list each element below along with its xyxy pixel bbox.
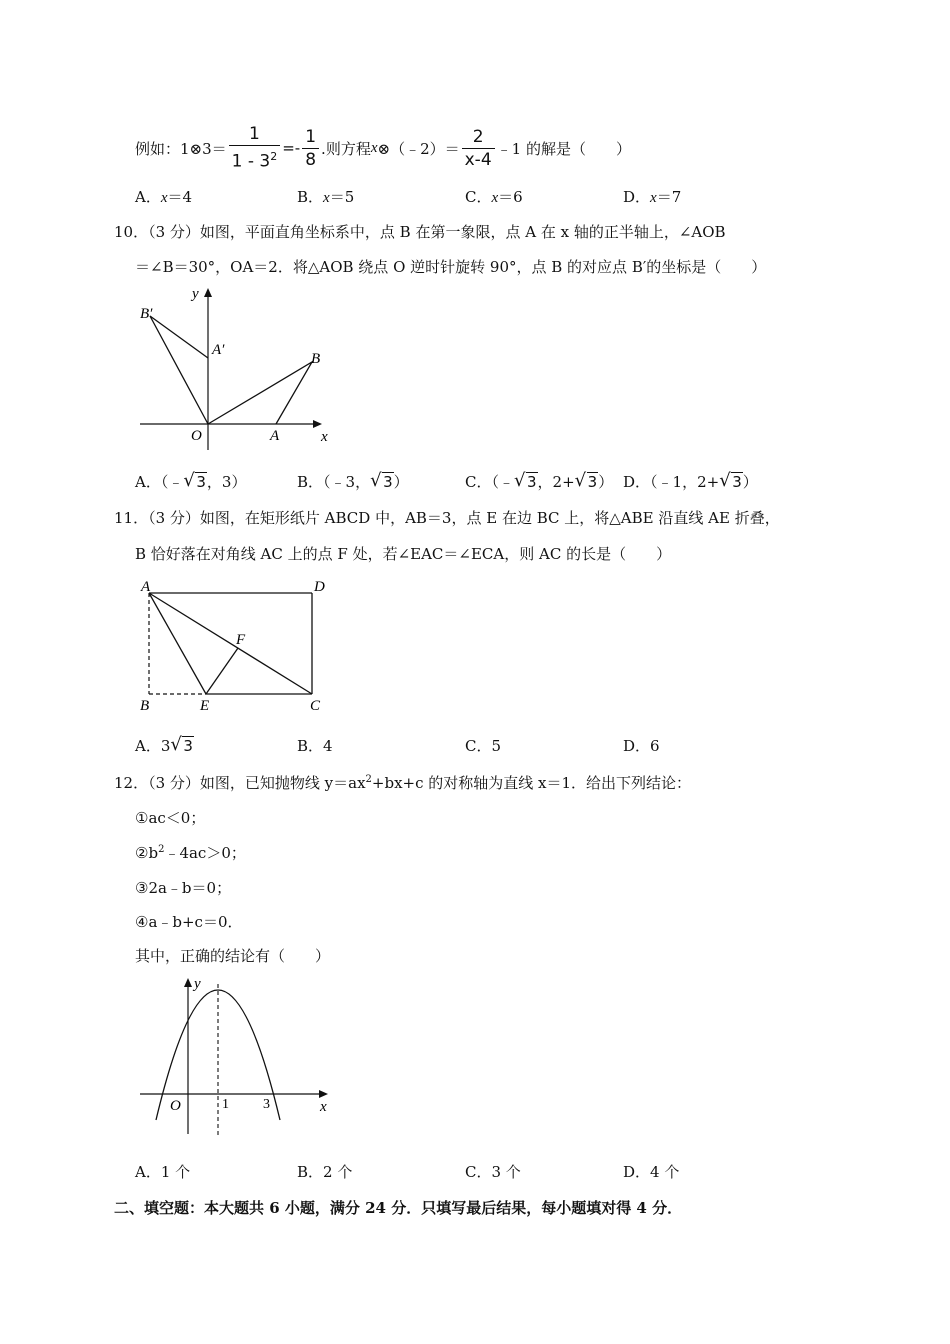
q10-figure [130, 280, 350, 450]
q11-fold-ae [149, 593, 206, 694]
q9-option-d-var: x [650, 190, 657, 206]
q10-option-d[interactable] [623, 471, 758, 492]
q11-option-d-letter: D． [623, 737, 651, 755]
q10-label-bp: B′ [140, 306, 153, 322]
q9-option-c[interactable] [465, 186, 523, 207]
q11-figure [130, 570, 340, 720]
q9-option-d[interactable] [623, 186, 681, 207]
q10-option-d-sqrt [720, 473, 743, 491]
q9-text1: .则方程 [321, 139, 371, 158]
q10-triangle-aob [208, 362, 312, 424]
q11-option-c[interactable] [465, 735, 501, 756]
q12-option-d[interactable] [623, 1161, 679, 1182]
q9-text2: ⊗（﹣2）＝ [377, 139, 460, 158]
q9-option-a-value: ＝4 [167, 188, 193, 206]
q12-stem-line1 [114, 772, 691, 793]
q10-option-c-rad2: 3 [587, 473, 598, 491]
q10-option-a-post: ，3） [206, 473, 247, 491]
q11-stem-line1: 11．（3 分）如图，在矩形纸片 ABCD 中，AB＝3，点 E 在边 BC 上，将△ABE 沿直线 AE 折叠， [114, 509, 780, 527]
q11-option-b[interactable] [297, 735, 333, 756]
q12-c2-part-a: ②b [135, 844, 159, 862]
q12-option-c[interactable] [465, 1161, 521, 1182]
q12-option-d-text: 4 个 [650, 1163, 680, 1181]
q11-option-c-letter: C． [465, 737, 492, 755]
q9-frac2-num: 1 [305, 126, 317, 147]
q9-fraction-1 [229, 123, 281, 173]
q9-option-a[interactable] [135, 186, 192, 207]
section-2-heading: 二、填空题：本大题共 6 小题，满分 24 分．只填写最后结果，每小题填对得 4 分． [114, 1199, 683, 1217]
q11-diagonal-ac [149, 593, 312, 694]
q11-label-a: A [141, 579, 151, 595]
q12-label-3: 3 [263, 1097, 270, 1112]
q11-option-a-rad: 3 [183, 737, 193, 755]
q12-option-c-letter: C． [465, 1163, 492, 1181]
q12-c2-sup: 2 [158, 844, 165, 855]
q9-option-a-var: x [160, 190, 168, 206]
q12-conclusion-2 [135, 842, 246, 863]
q10-stem-line1: 10．（3 分）如图，平面直角坐标系中，点 B 在第一象限，点 A 在 x 轴的正半轴上，∠AOB [114, 223, 726, 241]
q10-label-x: x [321, 429, 328, 445]
q10-option-a-letter: A． [135, 473, 161, 491]
q9-fraction-3 [462, 126, 495, 171]
q12-figure [130, 970, 340, 1140]
q10-option-b-sqrt [371, 473, 394, 491]
q12-y-arrow [184, 978, 192, 987]
q12-label-1: 1 [222, 1097, 229, 1112]
q12-option-d-letter: D． [623, 1163, 651, 1181]
q11-segment-ef [206, 648, 238, 694]
q9-fraction-2 [302, 126, 319, 171]
q9-frac1-num: 1 [249, 124, 260, 145]
q10-option-c-sqrt2 [576, 473, 599, 491]
q11-label-b: B [140, 698, 150, 714]
q12-stem-sup: 2 [365, 774, 372, 785]
q10-option-d-post: ） [742, 473, 758, 491]
q10-triangle-rotated [150, 316, 208, 424]
q10-option-b-letter: B． [297, 473, 324, 491]
q10-option-b-post: ） [393, 473, 409, 491]
q12-label-o: O [170, 1098, 181, 1114]
q10-x-arrow [313, 420, 322, 428]
q12-option-b-text: 2 个 [323, 1163, 353, 1181]
q9-frac1-den-text: 1 - 3 [231, 151, 271, 172]
q10-option-c[interactable] [465, 471, 613, 492]
q12-option-b[interactable] [297, 1161, 352, 1182]
q10-option-d-rad: 3 [732, 473, 742, 491]
q9-frac3-den: x-4 [462, 148, 495, 171]
q9-option-a-letter: A． [135, 188, 161, 206]
q11-label-f: F [236, 632, 246, 648]
q11-label-d: D [314, 579, 325, 595]
q11-option-d[interactable] [623, 735, 660, 756]
q12-conclusion-1: ①ac＜0； [135, 809, 206, 827]
q11-option-b-letter: B． [297, 737, 324, 755]
q10-label-o: O [191, 428, 202, 444]
q11-label-e: E [200, 698, 210, 714]
q9-option-d-letter: D． [623, 188, 651, 206]
q9-var-x: x [370, 139, 378, 156]
q11-stem-line2: B 恰好落在对角线 AC 上的点 F 处，若∠EAC＝∠ECA，则 AC 的长是（ ） [135, 545, 672, 563]
q12-conclusion-4: ④a﹣b+c＝0． [135, 913, 243, 931]
q9-text3: ﹣1 的解是（ ） [496, 139, 631, 158]
q10-stem-line2: ＝∠B＝30°，OA＝2．将△AOB 绕点 O 逆时针旋转 90°，点 B 的对应点 B′的坐标是（ ） [135, 258, 767, 276]
q10-y-arrow [204, 288, 212, 297]
q10-option-b[interactable] [297, 471, 409, 492]
q10-label-ap: A′ [212, 342, 225, 358]
q9-example-line [135, 124, 631, 172]
q10-option-c-post: ） [598, 473, 614, 491]
q12-option-a-text: 1 个 [160, 1163, 191, 1181]
q12-c2-part-b: ﹣4ac＞0； [164, 844, 246, 862]
q12-stem-part-b: +bx+c 的对称轴为直线 x＝1．给出下列结论： [371, 774, 692, 792]
q10-option-d-pre: （﹣1，2+ [650, 473, 720, 491]
q9-eq2: =- [282, 139, 301, 157]
q10-option-b-rad: 3 [383, 473, 393, 491]
q9-option-b-var: x [323, 190, 330, 206]
q10-option-c-rad: 3 [527, 473, 537, 491]
q12-question: 其中，正确的结论有（ ） [135, 947, 331, 965]
q12-label-x: x [320, 1099, 327, 1115]
q12-option-a[interactable] [135, 1161, 190, 1182]
q12-conclusion-3: ③2a﹣b＝0； [135, 879, 232, 897]
q10-option-a-pre: （﹣ [160, 473, 184, 491]
q9-frac2-den: 8 [302, 148, 319, 171]
q10-option-c-pre: （﹣ [491, 473, 514, 491]
q10-option-b-pre: （﹣3， [323, 473, 371, 491]
q10-option-a[interactable] [135, 471, 246, 492]
q9-frac3-num: 2 [472, 126, 484, 147]
q9-option-d-value: ＝7 [656, 188, 682, 206]
q12-option-b-letter: B． [297, 1163, 324, 1181]
q10-option-c-sqrt [515, 473, 538, 491]
q9-example-prefix: 例如：1⊗3＝ [135, 139, 227, 158]
q10-option-a-rad: 3 [196, 473, 206, 491]
q11-option-a[interactable] [135, 735, 194, 756]
q10-option-c-letter: C． [465, 473, 492, 491]
q11-option-a-letter: A． [135, 737, 161, 755]
q12-option-c-text: 3 个 [491, 1163, 521, 1181]
q11-option-d-text: 6 [650, 737, 660, 755]
q10-label-a: A [270, 428, 280, 444]
q10-option-a-sqrt [184, 473, 207, 491]
q12-label-y: y [194, 976, 201, 992]
q9-option-b-value: ＝5 [329, 188, 355, 206]
q10-option-c-mid: ，2+ [537, 473, 575, 491]
q10-label-b: B [311, 351, 321, 367]
q9-option-b-letter: B． [297, 188, 324, 206]
q9-frac1-den [229, 145, 281, 173]
q11-option-b-text: 4 [323, 737, 333, 755]
q11-option-a-sqrt [171, 737, 194, 755]
q9-option-c-value: ＝6 [498, 188, 523, 206]
q10-option-d-letter: D． [623, 473, 651, 491]
q11-option-c-text: 5 [491, 737, 502, 755]
q9-option-b[interactable] [297, 186, 354, 207]
q12-option-a-letter: A． [135, 1163, 161, 1181]
q9-option-c-letter: C． [465, 188, 492, 206]
q10-label-y: y [192, 286, 199, 302]
q11-option-a-pre: 3 [160, 737, 171, 755]
q12-x-arrow [319, 1090, 328, 1098]
q9-frac1-exp: 2 [270, 150, 278, 164]
q9-option-c-var: x [491, 190, 499, 206]
q11-label-c: C [310, 698, 321, 714]
q12-stem-part-a: 12．（3 分）如图，已知抛物线 y＝ax [114, 774, 366, 792]
